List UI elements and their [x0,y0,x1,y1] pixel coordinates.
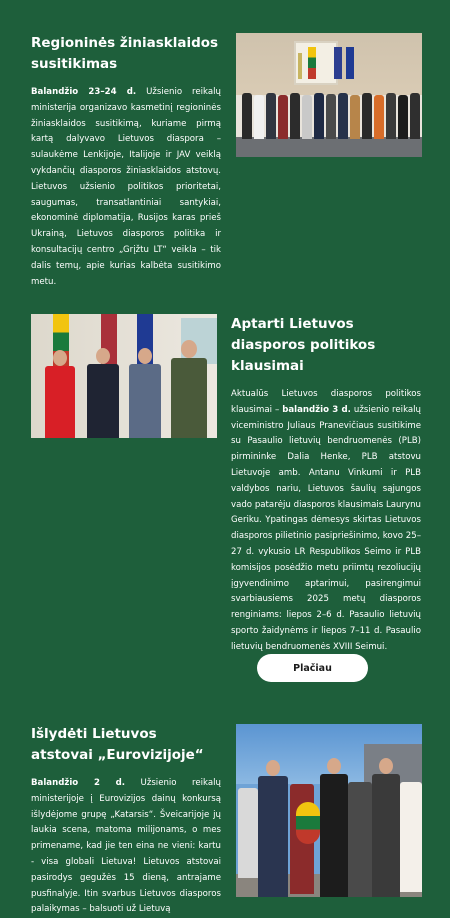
officials-photo-image [31,314,217,438]
article-eurovision [31,724,221,918]
article-date: balandžio 3 d. [282,404,351,415]
article-diaspora-policy [231,314,421,656]
article-text-intro: Aktualūs Lietuvos diasporos politikos klausimai – [231,389,421,415]
read-more-button[interactable]: Plačiau [257,654,368,682]
article-text: užsienio reikalų viceministro Juliaus Pranevičiaus susitikime su Pasaulio lietuvių bendruomenės (PLB) pirmininke Dalia Henke, PLB atstovu Lietuvoje amb. Antanu Vinkumi ir PLB valdybos nariu, Lietuvos šaulių sąjungos vado patarėju diasporos klausimais Laurynu Geriku. Ypatingas dėmesys skirtas Lietuvos diasporos pilietinio pasipriešinimo, kovo 25–27 d. vykusio LR Respublikos Seimo ir PLB komisijos posėdžio metu priimtų rezoliucijų įgyvendinimo aptarimui, pasirengimui svarbiausiems 2025 metų diasporos renginiams: liepos 2–6 d. Pasaulio lietuvių sporto žaidynėms ir liepos 7–11 d. Pasaulio lietuvių bendruomenės XVIII Seimui. [231,404,421,652]
group-photo-image [236,33,422,157]
article-regional-media [31,33,221,290]
eurovision-photo-image [236,724,422,897]
article-date: Balandžio 23–24 d. [31,87,137,97]
article-date: Balandžio 2 d. [31,778,126,788]
article-text: Užsienio reikalų ministerijoje į Eurovizijos dainų konkursą išlydėjome grupę „Katarsis“. Šveicarijoje jų laukia scena, matoma milijonams, o mes primename, kad jie ten eina ne vieni: kartu - visa globali Lietuva! Lietuvos atstovai pasirodys gegužės 15 dieną, antrajame pusfinalyje. Itin svarbus Lietuvos diasporos palaikymas – balsuoti už Lietuvą [31,778,221,915]
article-text: Užsienio reikalų ministerija organizavo kasmetinį regioninės žiniasklaidos susitikimą, kuriame pirmą kartą dalyvavo Lietuvos diaspora – sulaukėme Lenkijoje, Italijoje ir JAV veiklą vykdančių diasporos žiniasklaidos atstovų. Lietuvos užsienio politikos prioritetai, saugumas, transatlantiniai santykiai, ekonominė diplomatija, Rusijos karas prieš Ukrainą, Lietuvos diasporos politika ir konsultacijų centro „Grįžtu LT“ veikla – tik dalis temų, apie kurias kalbėta susitikimo metu. [31,87,221,287]
article-body [31,85,221,290]
article-title: Regioninės žiniasklaidos susitikimas [31,35,219,72]
article-body [231,387,421,656]
article-title: Aptarti Lietuvos diasporos politikos klausimai [231,316,376,374]
article-title: Išlydėti Lietuvos atstovai „Eurovizijoje“ [31,726,204,763]
